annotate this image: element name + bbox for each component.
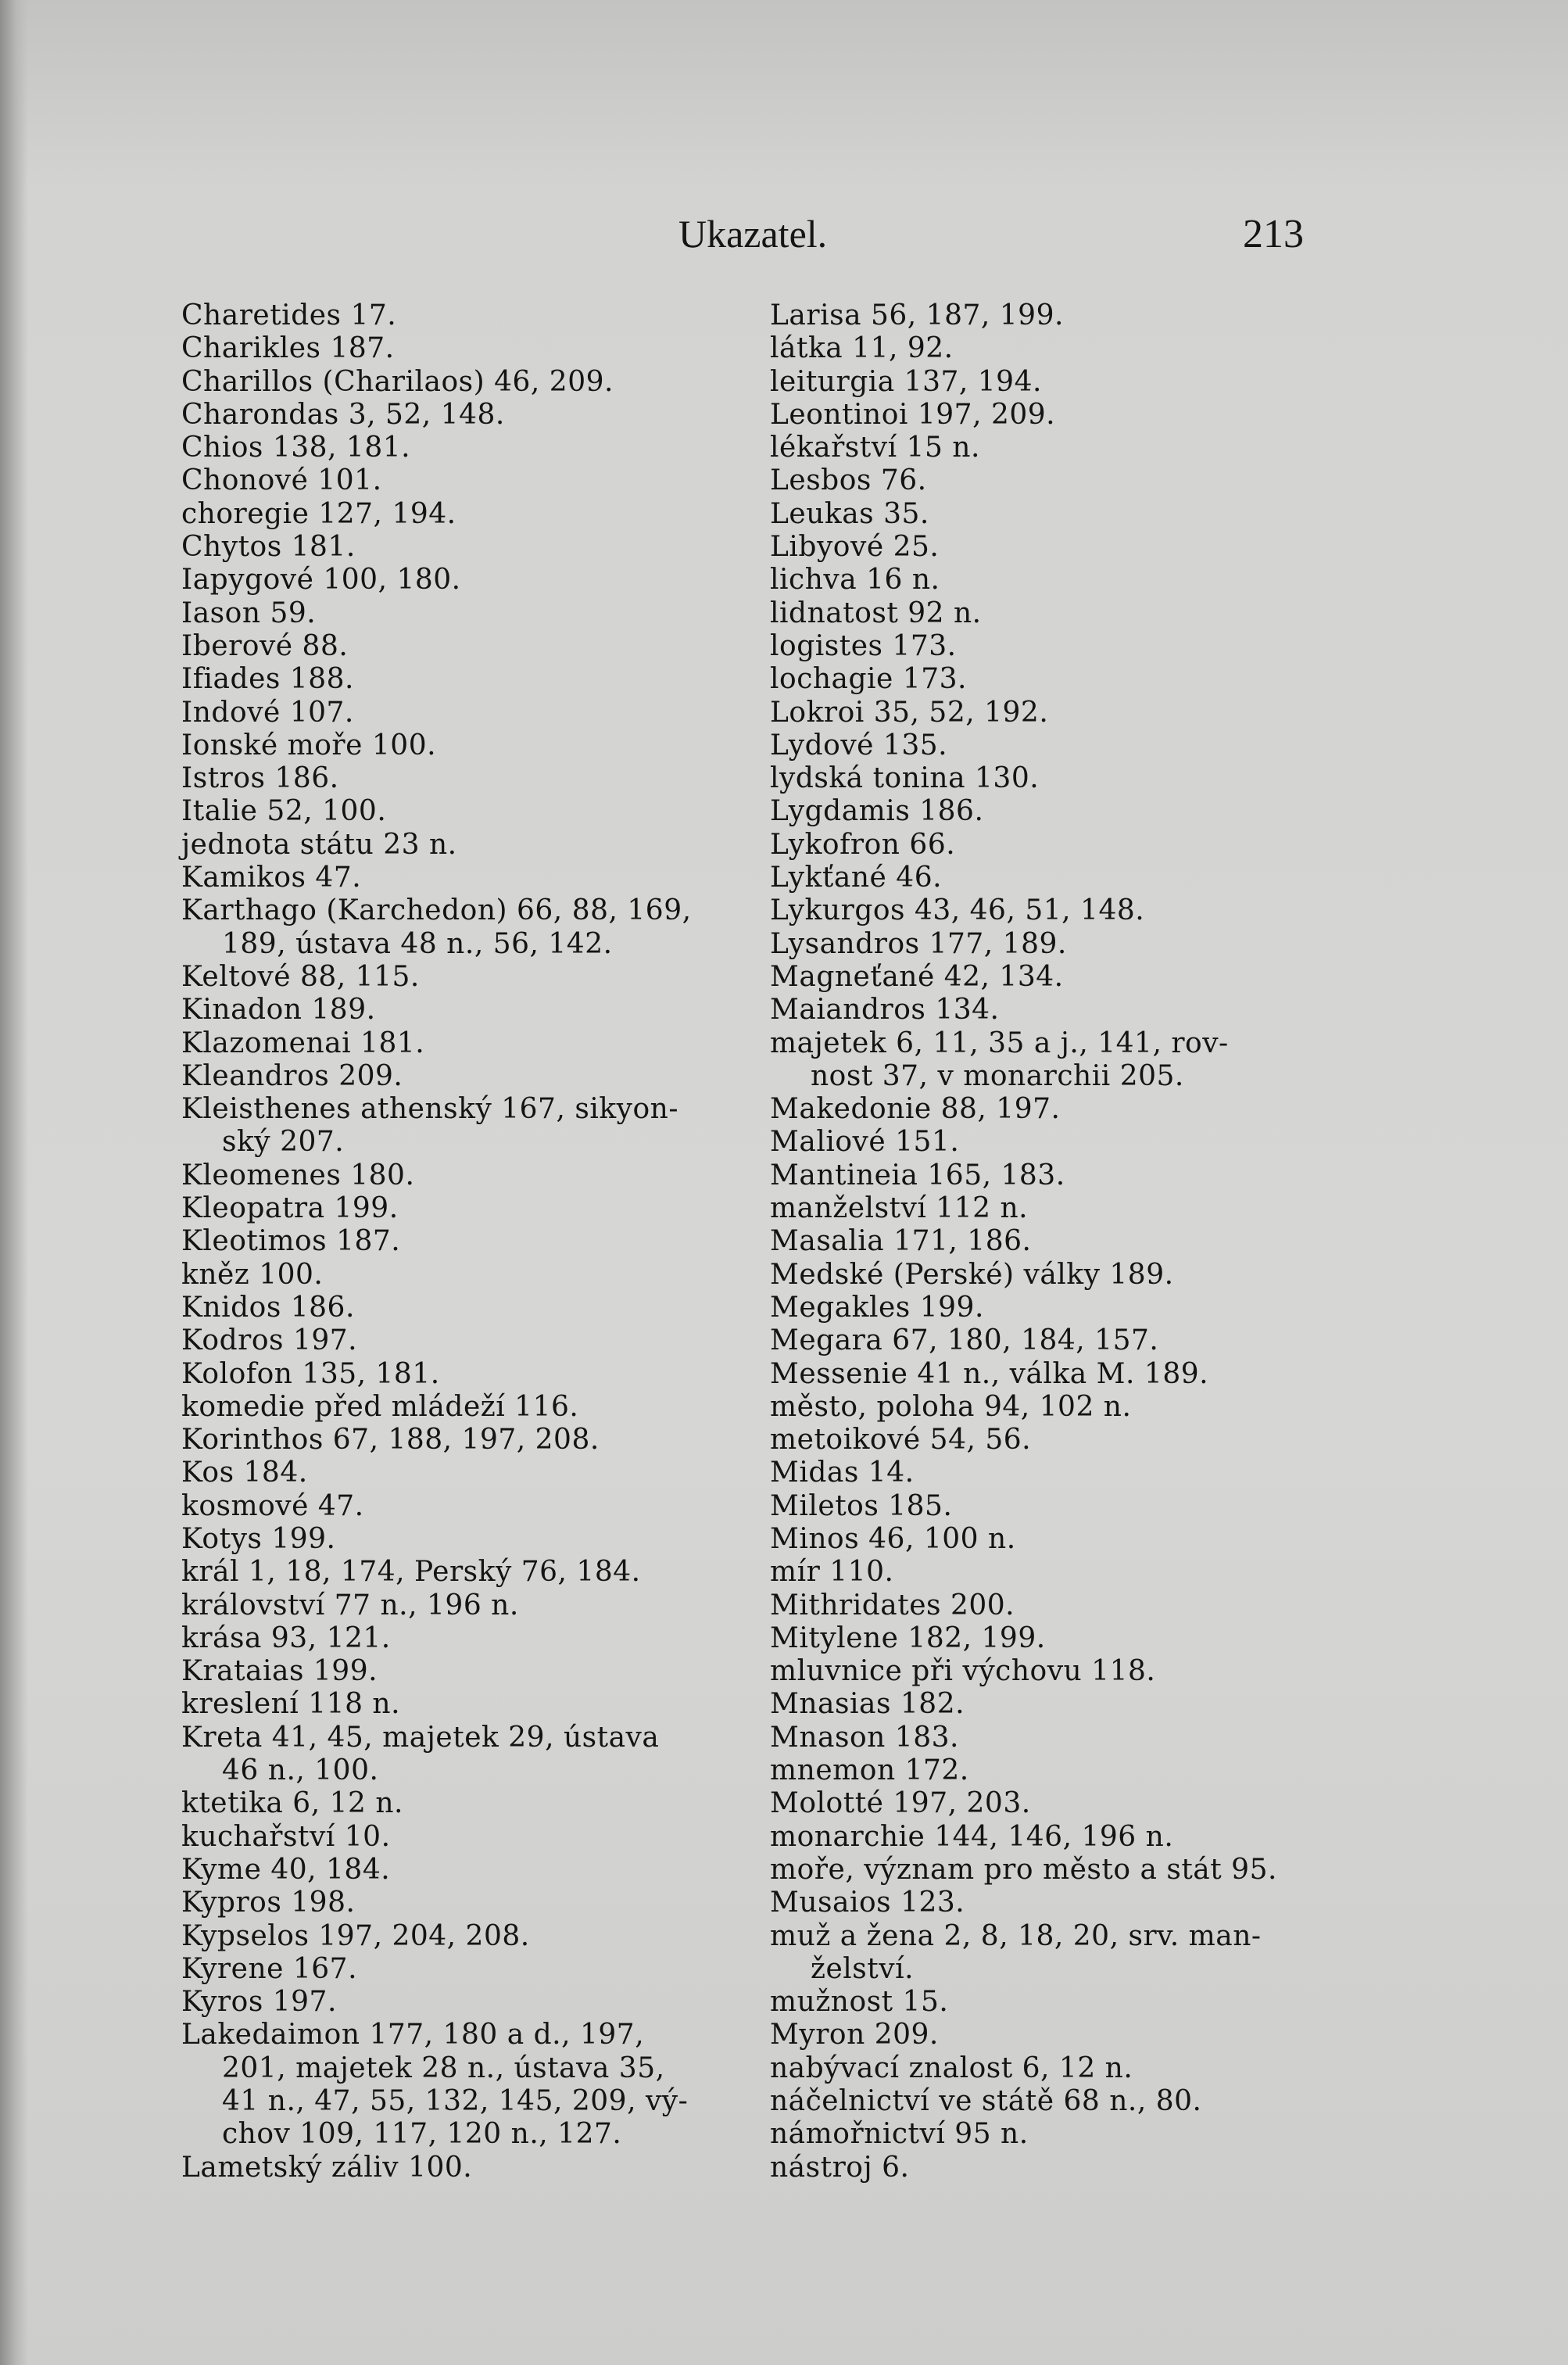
index-entry: komedie před mládeží 116. xyxy=(181,1390,579,1423)
index-entry: Kyme 40, 184. xyxy=(181,1853,391,1886)
index-entry: Kotys 199. xyxy=(181,1522,336,1555)
index-entry: nabývací znalost 6, 12 n. xyxy=(770,2051,1133,2084)
index-entry: krása 93, 121. xyxy=(181,1621,391,1654)
index-entry: 46 n., 100. xyxy=(222,1754,379,1787)
index-entry: lochagie 173. xyxy=(770,663,967,696)
index-entry: Mnasias 182. xyxy=(770,1688,965,1721)
index-entry: monarchie 144, 146, 196 n. xyxy=(770,1820,1174,1853)
index-entry: Kos 184. xyxy=(181,1457,308,1489)
index-entry: Knidos 186. xyxy=(181,1291,355,1324)
index-entry: Kyrene 167. xyxy=(181,1952,358,1985)
running-header-title: Ukazatel. xyxy=(678,212,828,256)
index-entry: mužnost 15. xyxy=(770,1986,949,2019)
index-entry: Korinthos 67, 188, 197, 208. xyxy=(181,1424,600,1457)
index-entry: Chios 138, 181. xyxy=(181,432,411,464)
index-entry: Kodros 197. xyxy=(181,1324,358,1357)
index-entry: Mithridates 200. xyxy=(770,1589,1015,1621)
index-entry: Kleopatra 199. xyxy=(181,1192,399,1225)
index-entry: želství. xyxy=(811,1952,915,1985)
index-entry: muž a žena 2, 8, 18, 20, srv. man- xyxy=(770,1919,1262,1952)
index-entry: kněz 100. xyxy=(181,1258,324,1291)
index-entry: Myron 209. xyxy=(770,2019,939,2051)
index-entry: logistes 173. xyxy=(770,629,957,662)
index-entry: Kinadon 189. xyxy=(181,994,376,1027)
index-entry: Ionské moře 100. xyxy=(181,729,437,761)
index-entry: ský 207. xyxy=(222,1126,345,1159)
index-entry: námořnictví 95 n. xyxy=(770,2118,1029,2151)
index-entry: choregie 127, 194. xyxy=(181,497,456,530)
index-entry: Lametský záliv 100. xyxy=(181,2151,473,2184)
index-entry: Charondas 3, 52, 148. xyxy=(181,398,505,431)
index-entry: Chonové 101. xyxy=(181,464,382,497)
index-entry: Lykťané 46. xyxy=(770,862,943,894)
index-entry: Leukas 35. xyxy=(770,497,929,530)
index-entry: lidnatost 92 n. xyxy=(770,597,982,629)
index-entry: chov 109, 117, 120 n., 127. xyxy=(222,2118,622,2151)
index-entry: Iason 59. xyxy=(181,597,317,629)
index-entry: Charillos (Charilaos) 46, 209. xyxy=(181,365,614,398)
index-entry: 201, majetek 28 n., ústava 35, xyxy=(222,2051,665,2084)
index-column-right xyxy=(770,299,1364,2184)
index-entry: Molotté 197, 203. xyxy=(770,1787,1031,1820)
index-entry: moře, význam pro město a stát 95. xyxy=(770,1853,1277,1886)
index-entry: Makedonie 88, 197. xyxy=(770,1093,1061,1126)
index-entry: Chytos 181. xyxy=(181,531,356,564)
index-entry: Leontinoi 197, 209. xyxy=(770,398,1056,431)
index-entry: Italie 52, 100. xyxy=(181,795,387,828)
index-entry: Mitylene 182, 199. xyxy=(770,1621,1046,1654)
index-entry: Lykurgos 43, 46, 51, 148. xyxy=(770,894,1145,927)
index-entry: lydská tonina 130. xyxy=(770,762,1040,795)
index-entry: Maliové 151. xyxy=(770,1126,960,1159)
index-entry: Lygdamis 186. xyxy=(770,795,984,828)
index-entry: Karthago (Karchedon) 66, 88, 169, xyxy=(181,894,692,927)
index-entry: náčelnictví ve státě 68 n., 80. xyxy=(770,2085,1202,2118)
index-entry: Masalia 171, 186. xyxy=(770,1225,1032,1258)
index-entry: Lesbos 76. xyxy=(770,464,927,497)
index-entry: Iapygové 100, 180. xyxy=(181,564,461,597)
index-entry: mír 110. xyxy=(770,1556,894,1589)
index-entry: Mnason 183. xyxy=(770,1721,959,1754)
index-entry: Messenie 41 n., válka M. 189. xyxy=(770,1357,1209,1390)
index-entry: Istros 186. xyxy=(181,762,339,795)
index-entry: Musaios 123. xyxy=(770,1887,965,1919)
index-entry: nost 37, v monarchii 205. xyxy=(811,1059,1184,1092)
index-entry: Medské (Perské) války 189. xyxy=(770,1258,1174,1291)
index-entry: Lykofron 66. xyxy=(770,828,956,861)
index-entry: Kreta 41, 45, majetek 29, ústava xyxy=(181,1721,660,1754)
index-entry: Lysandros 177, 189. xyxy=(770,927,1067,960)
index-entry: Lakedaimon 177, 180 a d., 197, xyxy=(181,2019,645,2051)
index-entry: král 1, 18, 174, Perský 76, 184. xyxy=(181,1556,641,1589)
index-entry: kosmové 47. xyxy=(181,1489,364,1522)
index-entry: Indové 107. xyxy=(181,696,354,729)
index-entry: Ifiades 188. xyxy=(181,663,354,696)
index-entry: Kolofon 135, 181. xyxy=(181,1357,440,1390)
page-number: 213 xyxy=(1243,212,1304,256)
index-entry: majetek 6, 11, 35 a j., 141, rov- xyxy=(770,1027,1229,1059)
index-entry: kreslení 118 n. xyxy=(181,1688,401,1721)
index-entry: 189, ústava 48 n., 56, 142. xyxy=(222,927,613,960)
index-column-left xyxy=(181,299,764,2184)
index-entry: ktetika 6, 12 n. xyxy=(181,1787,403,1820)
index-entry: 41 n., 47, 55, 132, 145, 209, vý- xyxy=(222,2085,689,2118)
index-entry: Magneťané 42, 134. xyxy=(770,960,1064,993)
index-entry: Charikles 187. xyxy=(181,332,395,365)
index-entry: kuchařství 10. xyxy=(181,1820,391,1853)
index-entry: Miletos 185. xyxy=(770,1489,953,1522)
index-entry: mnemon 172. xyxy=(770,1754,969,1787)
index-entry: mluvnice při výchovu 118. xyxy=(770,1655,1156,1688)
index-entry: Maiandros 134. xyxy=(770,994,1000,1027)
index-entry: Minos 46, 100 n. xyxy=(770,1522,1016,1555)
index-entry: Larisa 56, 187, 199. xyxy=(770,299,1064,331)
index-entry: Megakles 199. xyxy=(770,1291,984,1324)
index-entry: Keltové 88, 115. xyxy=(181,960,420,993)
index-entry: Klazomenai 181. xyxy=(181,1027,425,1059)
index-entry: Iberové 88. xyxy=(181,629,349,662)
index-entry: království 77 n., 196 n. xyxy=(181,1589,519,1621)
index-entry: metoikové 54, 56. xyxy=(770,1424,1032,1457)
index-entry: Kypros 198. xyxy=(181,1887,356,1919)
index-entry: Megara 67, 180, 184, 157. xyxy=(770,1324,1159,1357)
index-entry: Midas 14. xyxy=(770,1457,915,1489)
index-entry: Kleandros 209. xyxy=(181,1059,403,1092)
index-entry: lékařství 15 n. xyxy=(770,432,980,464)
index-entry: Lokroi 35, 52, 192. xyxy=(770,696,1049,729)
index-entry: Libyové 25. xyxy=(770,531,940,564)
page-edge-shadow xyxy=(0,0,28,2365)
index-entry: Kamikos 47. xyxy=(181,862,362,894)
index-entry: Kleotimos 187. xyxy=(181,1225,401,1258)
index-entry: město, poloha 94, 102 n. xyxy=(770,1390,1132,1423)
index-entry: Kypselos 197, 204, 208. xyxy=(181,1919,530,1952)
index-entry: lichva 16 n. xyxy=(770,564,940,597)
index-entry: leiturgia 137, 194. xyxy=(770,365,1042,398)
index-entry: Kleomenes 180. xyxy=(181,1159,415,1191)
index-entry: Lydové 135. xyxy=(770,729,948,761)
index-entry: látka 11, 92. xyxy=(770,332,954,365)
index-entry: Charetides 17. xyxy=(181,299,397,331)
index-entry: Kyros 197. xyxy=(181,1986,337,2019)
index-entry: Mantineia 165, 183. xyxy=(770,1159,1065,1191)
index-entry: Krataias 199. xyxy=(181,1655,378,1688)
index-entry: nástroj 6. xyxy=(770,2151,910,2184)
index-entry: Kleisthenes athenský 167, sikyon- xyxy=(181,1093,679,1126)
index-entry: manželství 112 n. xyxy=(770,1192,1029,1225)
index-entry: jednota státu 23 n. xyxy=(181,828,457,861)
